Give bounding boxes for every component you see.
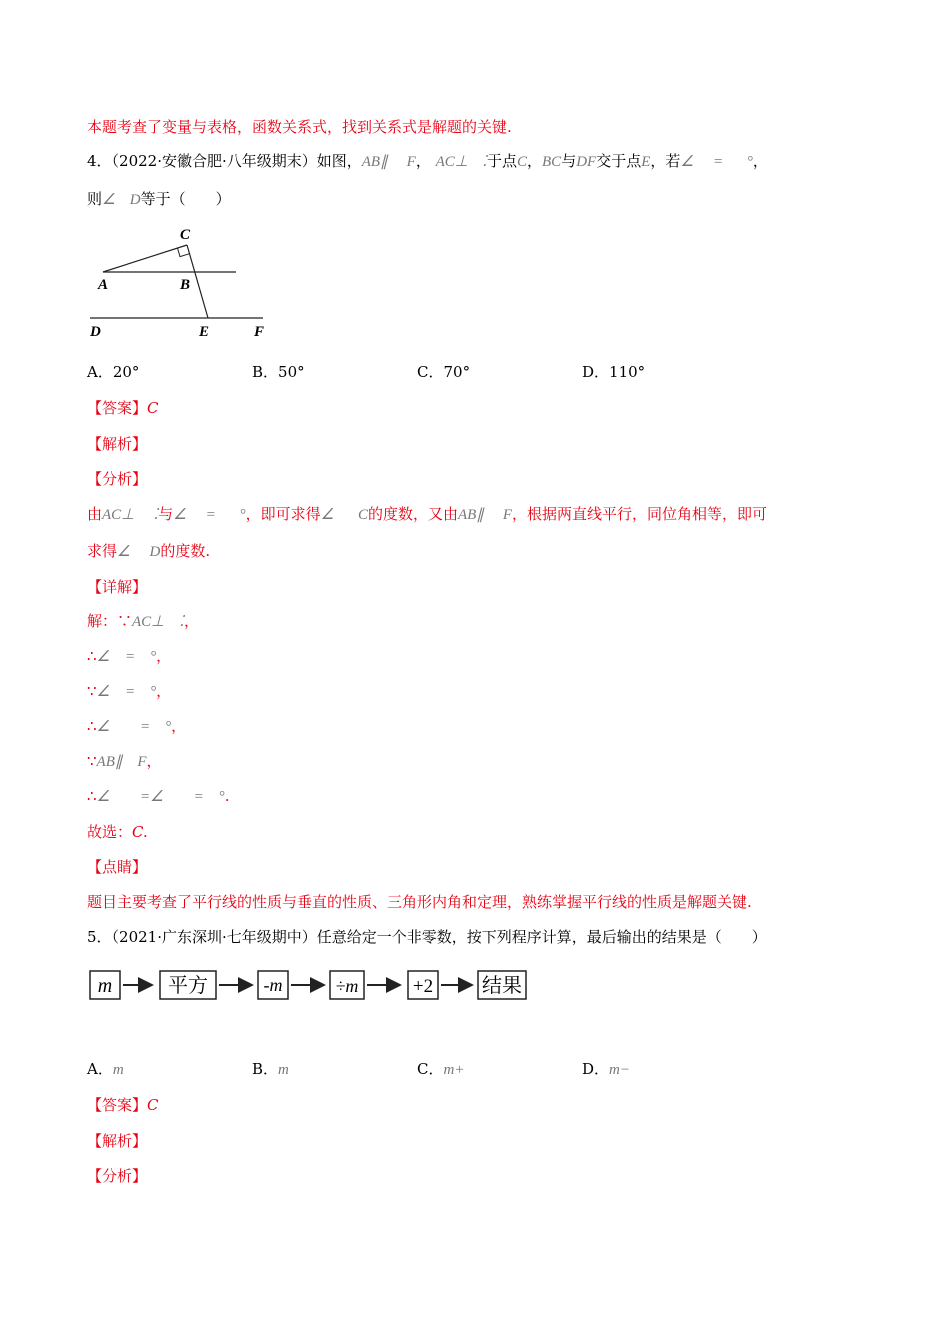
q4-step-6 [87, 786, 229, 807]
flow-text-div-m: ÷m [335, 976, 359, 996]
fenxi-text: 由 [87, 505, 103, 523]
q4-step-1 [87, 611, 199, 632]
q4-line2-d: D [129, 192, 141, 208]
q4-math-eq: = [712, 154, 724, 170]
option-text: m [112, 1062, 124, 1078]
q5-text: （2021·广东深圳·七年级期中）任意给定一个非零数，按下列程序计算，最后输出的结果是（ ） [111, 928, 767, 946]
step-pre: ∴ [87, 647, 97, 665]
step-math: AC⊥ ⁚ [132, 614, 185, 630]
fenxi-math: ∠ [320, 507, 335, 523]
fenxi-text: 求得 [87, 542, 118, 560]
q4-then: 则 [87, 190, 103, 208]
option-text: 20° [112, 363, 140, 381]
fenxi-math: C [357, 507, 368, 523]
step-pre: ∴ [87, 717, 97, 735]
step-post: ， [156, 682, 172, 700]
fenxi-math: F [502, 507, 513, 523]
option-letter: D． [582, 1060, 610, 1078]
flow-text-minus-m: -m [263, 975, 283, 995]
q4-geometry-diagram [88, 222, 278, 347]
q4-answer [87, 398, 159, 418]
q4-fenxi-label: 【分析】 [87, 470, 148, 488]
q4-fenxi-line2 [87, 541, 210, 562]
q4-number: 4． [87, 152, 112, 170]
option-letter: C． [417, 1060, 444, 1078]
q4-analysis-label: 【解析】 [87, 435, 148, 453]
label-e: E [199, 324, 210, 340]
step-math: ∠ = ° [96, 719, 172, 735]
fenxi-text: 的度数，又由 [367, 505, 458, 523]
q4-math-f: F [406, 154, 416, 170]
q4-math-angle: ∠ [680, 154, 694, 170]
q5-answer [87, 1095, 159, 1115]
step-math: ∠ = ° [96, 684, 157, 700]
q4-math-df: DF [576, 154, 597, 170]
segment-ce [187, 245, 208, 318]
step-pre: 解：∵ [87, 612, 133, 630]
q4-math-c: C [516, 154, 527, 170]
option-letter: A． [87, 1060, 113, 1078]
fenxi-math: ∠ [173, 507, 187, 523]
step-pre: ∵ [87, 682, 97, 700]
step-post: ， [184, 612, 200, 630]
q5-number: 5． [87, 928, 112, 946]
fenxi-text: 的度数. [160, 542, 211, 560]
q4-fenxi-line1 [87, 504, 767, 525]
q5-fenxi-label: 【分析】 [87, 1167, 148, 1185]
step-post: ， [156, 647, 172, 665]
q4-equals-blank: 等于（ ） [140, 190, 231, 208]
q4-stem-line2 [87, 189, 231, 210]
q4-line2-angle: ∠ [102, 192, 116, 208]
fenxi-math: ⁚ [153, 507, 159, 523]
option-text: m [278, 1062, 289, 1078]
label-a: A [98, 277, 109, 293]
answer-value: C [147, 399, 159, 417]
q4-step-3 [87, 681, 171, 702]
q4-math-e: E [641, 154, 651, 170]
q5-option-d [582, 1059, 630, 1080]
q5-stem [87, 927, 767, 947]
q5-option-c [417, 1059, 464, 1080]
flow-text-result: 结果 [482, 973, 522, 997]
q5-option-b [252, 1059, 289, 1080]
option-letter: B． [252, 363, 279, 381]
q4-math-bc: BC [542, 154, 562, 170]
q4-comment: 题目主要考查了平行线的性质与垂直的性质、三角形内角和定理，熟练掌握平行线的性质是解题关键. [87, 893, 752, 911]
choose-text: 故选： [87, 823, 133, 841]
q4-option-d [582, 362, 645, 382]
q5-flow-diagram [88, 966, 538, 1006]
q5-option-a [87, 1059, 124, 1080]
option-text: 70° [443, 363, 471, 381]
step-pre: ∵ [87, 752, 97, 770]
option-letter: A． [87, 363, 113, 381]
step-post: . [224, 787, 230, 805]
step-pre: ∴ [87, 787, 97, 805]
flow-text-m: m [97, 975, 113, 997]
q4-step-5 [87, 751, 162, 772]
q4-math-ac-perp: AC⊥ [435, 154, 468, 170]
q5-analysis-label: 【解析】 [87, 1132, 148, 1150]
option-text: 110° [609, 363, 646, 381]
q4-comment-label: 【点睛】 [87, 858, 148, 876]
q4-step-2 [87, 646, 171, 667]
step-math: ∠ = ° [96, 649, 157, 665]
q4-text-and: 与 [561, 152, 577, 170]
q4-text-intersect: 交于点 [596, 152, 642, 170]
q4-comma2: ， [527, 152, 543, 170]
flow-text-square: 平方 [168, 973, 208, 997]
fenxi-math: ∠ [117, 544, 131, 560]
q4-option-c [417, 362, 470, 382]
q4-text-at-point: 于点 [486, 152, 517, 170]
fenxi-math: AB∥ [457, 507, 484, 523]
q4-detail-label: 【详解】 [87, 578, 148, 596]
flow-text-plus-2: +2 [412, 976, 434, 997]
option-text: m+ [443, 1062, 465, 1078]
label-c: C [180, 227, 191, 243]
answer-label: 【答案】 [87, 1096, 148, 1114]
label-b: B [180, 277, 191, 293]
step-post: ， [171, 717, 187, 735]
fenxi-text: ，根据两直线平行，同位角相等，即可 [512, 505, 768, 523]
label-f: F [254, 324, 265, 340]
fenxi-math: = [205, 507, 216, 523]
q4-comma: ， [415, 152, 431, 170]
segment-ac [103, 245, 187, 272]
q4-math-ab-parallel: AB∥ [361, 154, 388, 170]
fenxi-math: AC⊥ [102, 507, 135, 523]
fenxi-math: D [149, 544, 161, 560]
fenxi-text: ，即可求得 [245, 505, 321, 523]
choose-letter: C. [132, 823, 148, 841]
option-letter: B． [252, 1060, 279, 1078]
fenxi-text: 与 [158, 505, 174, 523]
step-math: AB∥ F [96, 754, 147, 770]
fenxi-math: ° [239, 507, 246, 523]
q4-option-b [252, 362, 305, 382]
q4-comma3: ， [752, 152, 768, 170]
answer-value: C [147, 1096, 159, 1114]
option-text: m− [609, 1062, 630, 1078]
q4-step-4 [87, 716, 186, 737]
intro-note: 本题考查了变量与表格，函数关系式，找到关系式是解题的关键. [87, 118, 512, 136]
q4-text-if: ，若 [650, 152, 681, 170]
option-letter: C． [417, 363, 444, 381]
step-math: ∠ =∠ = ° [96, 789, 225, 805]
step-post: ， [146, 752, 162, 770]
q4-math-frag: ⁚ [482, 154, 487, 170]
q4-choose [87, 822, 148, 842]
option-letter: D． [582, 363, 610, 381]
answer-label: 【答案】 [87, 399, 148, 417]
label-d: D [90, 324, 101, 340]
q4-math-deg: ° [746, 154, 753, 170]
q4-stem-line1 [87, 151, 768, 172]
q4-option-a [87, 362, 139, 382]
q4-source: （2022·安徽合肥·八年级期末）如图， [111, 152, 362, 170]
option-text: 50° [278, 363, 305, 381]
